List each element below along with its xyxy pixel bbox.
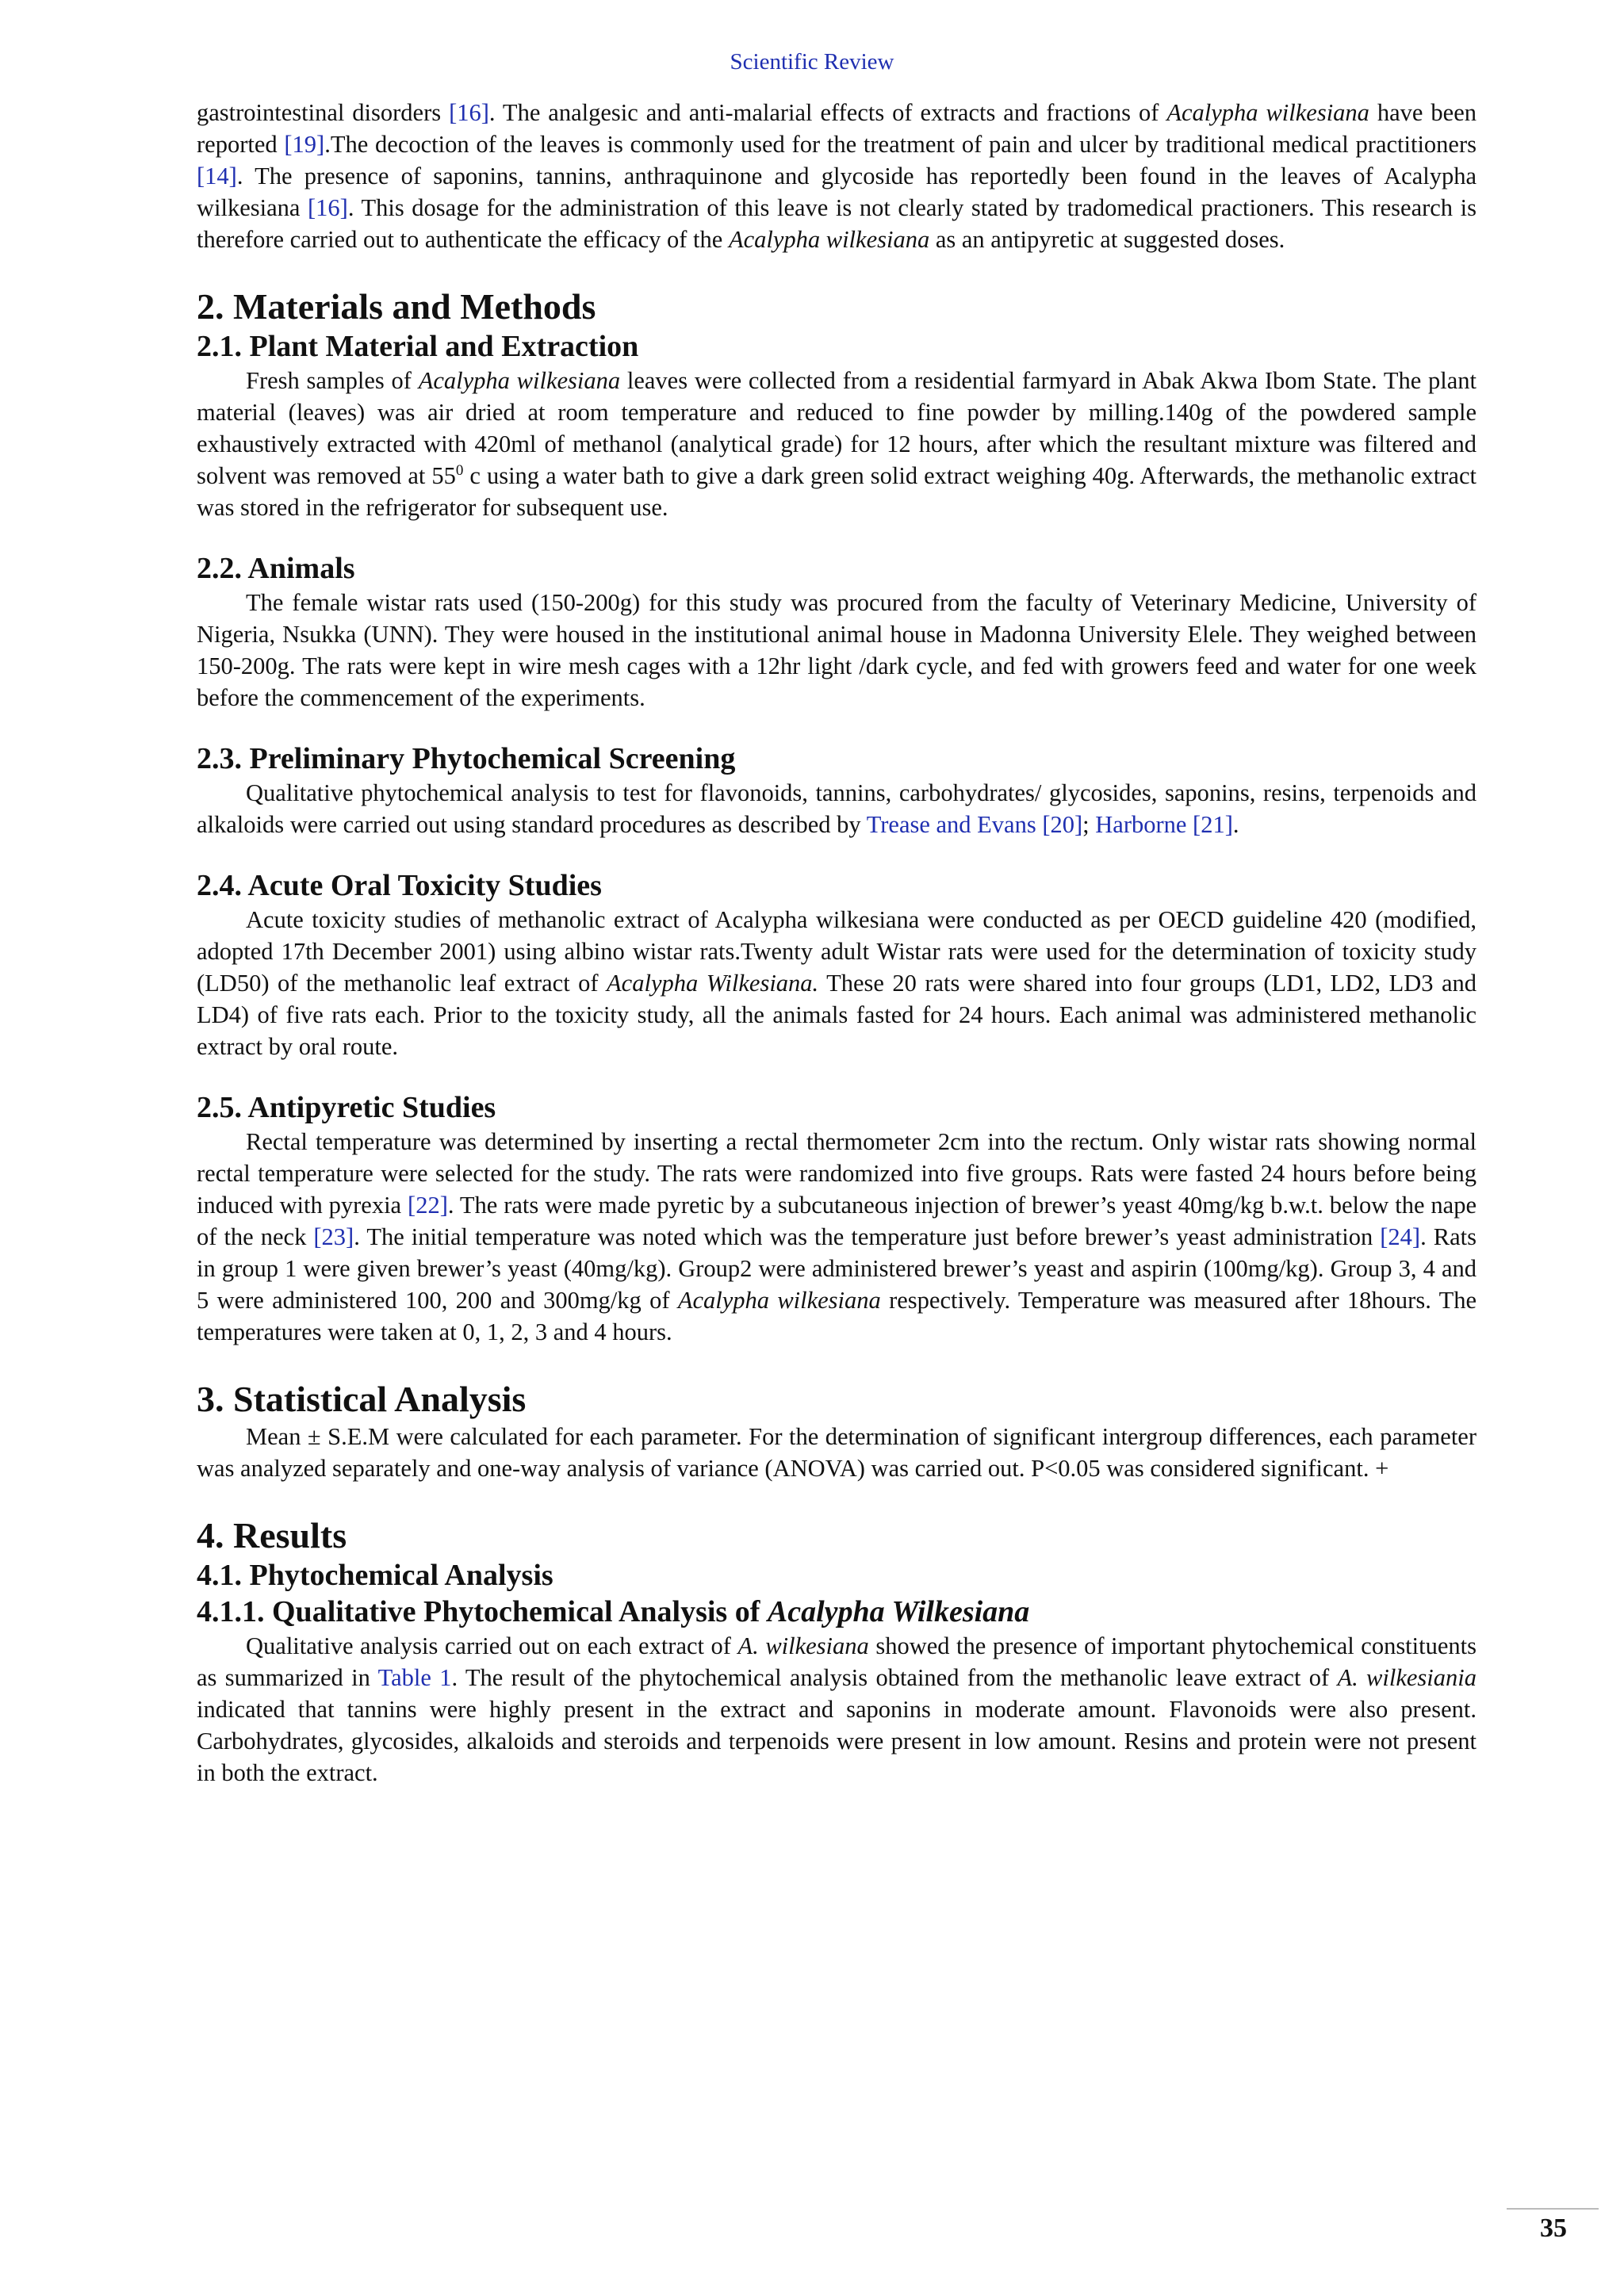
body-text: Fresh samples of [246, 367, 419, 394]
intro-text: . The presence of saponins, tannins, anthraquinone and glycoside has reportedly been found in the leaves of Acalypha wilkesiana [197, 163, 1477, 221]
body-text: Qualitative phytochemical analysis to test for flavonoids, tannins, carbohydrates/ glycosides, saponins, resins, terpenoids and alkaloids were carried out using standard procedures as described by [197, 779, 1477, 838]
degree-superscript: 0 [455, 461, 464, 479]
body-text: showed the presence of important phytochemical constituents as summarized in [197, 1632, 1477, 1691]
citation-link[interactable]: [24] [1380, 1223, 1421, 1250]
subsection-heading-acute-toxicity: 2.4. Acute Oral Toxicity Studies [197, 869, 602, 902]
citation-link[interactable]: Trease and Evans [20] [866, 811, 1083, 838]
screening-paragraph [197, 777, 1477, 840]
plant-material-paragraph [197, 365, 1477, 523]
page-body [197, 97, 1477, 1789]
body-text: ; [1082, 811, 1096, 838]
body-text: These 20 rats were shared into four groups (LD1, LD2, LD3 and LD4) of five rats each. Prior to the toxicity study, all the animals fasted for 24 hours. Each animal was administered methanolic extract by oral route. [197, 970, 1477, 1060]
body-text: leaves were collected from a residential farmyard in Abak Akwa Ibom State. The plant material (leaves) was air dried at room temperature and reduced to fine powder by milling.140g of the powdered sample exhaustively extracted with 420ml of methanol (analytical grade) for 12 hours, after which the resultant mixture was filtered and solvent was removed at 55 [197, 367, 1477, 489]
section-heading-results: 4. Results [197, 1515, 347, 1556]
intro-text: .The decoction of the leaves is commonly used for the treatment of pain and ulcer by traditional medical practitioners [324, 131, 1477, 158]
page-number: 35 [1540, 2214, 1567, 2243]
body-text: Rectal temperature was determined by inserting a rectal thermometer 2cm into the rectum. Only wistar rats showing normal rectal temperature were selected for the study. The rats were randomized into five groups. Rats were fasted 24 hours before being induced with pyrexia [197, 1128, 1477, 1219]
subsection-heading-phytochemical-screening: 2.3. Preliminary Phytochemical Screening [197, 742, 736, 775]
subsection-heading-antipyretic: 2.5. Antipyretic Studies [197, 1091, 496, 1124]
subsection-heading-animals: 2.2. Animals [197, 552, 355, 585]
citation-link[interactable]: [16] [308, 194, 348, 221]
species-name: Acalypha wilkesiana [728, 226, 930, 253]
heading-text: 4.1.1. Qualitative Phytochemical Analysis of [197, 1595, 768, 1628]
species-name: Acalypha wilkesiana [418, 367, 621, 394]
qualitative-results-paragraph [197, 1630, 1477, 1789]
toxicity-paragraph [197, 904, 1477, 1062]
species-name: A. wilkesiana [737, 1632, 869, 1659]
intro-text: . The analgesic and anti-malarial effects of extracts and fractions of [488, 99, 1167, 126]
table-reference-link[interactable]: Table 1 [377, 1664, 452, 1691]
intro-text: . This dosage for the administration of this leave is not clearly stated by tradomedical practioners. This research is therefore carried out to authenticate the efficacy of the [197, 194, 1477, 253]
journal-header: Scientific Review [730, 49, 894, 75]
intro-text: gastrointestinal disorders [197, 99, 450, 126]
subsection-heading-qualitative-analysis [197, 1594, 1477, 1630]
antipyretic-paragraph [197, 1126, 1477, 1348]
body-text: . Rats in group 1 were given brewer’s yeast (40mg/kg). Group2 were administered brewer’s yeast and aspirin (100mg/kg). Group 3, 4 and 5 were administered 100, 200 and 300mg/kg of [197, 1223, 1477, 1314]
body-text: Qualitative analysis carried out on each extract of [246, 1632, 738, 1659]
body-text: indicated that tannins were highly present in the extract and saponins in moderate amount. Flavonoids were also present. Carbohydrates, glycosides, alkaloids and steroids and terpenoids were present in low amount. Resins and protein were not present in both the extract. [197, 1696, 1477, 1786]
citation-link[interactable]: [19] [284, 131, 325, 158]
species-name: A. wilkesiania [1337, 1664, 1477, 1691]
body-text: respectively. Temperature was measured after 18hours. The temperatures were taken at 0, 1, 2, 3 and 4 hours. [197, 1287, 1477, 1345]
intro-text: as an antipyretic at suggested doses. [929, 226, 1285, 253]
species-name: Acalypha wilkesiana [677, 1287, 881, 1314]
species-name: Acalypha Wilkesiana [767, 1595, 1030, 1628]
citation-link[interactable]: [23] [313, 1223, 354, 1250]
section-heading-materials-methods: 2. Materials and Methods [197, 286, 596, 327]
citation-link[interactable]: [16] [449, 99, 489, 126]
intro-text: have been reported [197, 99, 1477, 158]
animals-paragraph: The female wistar rats used (150-200g) for this study was procured from the faculty of Veterinary Medicine, University of Nigeria, Nsukka (UNN). They were housed in the institutional animal house in Madonna University Elele. They weighed between 150-200g. The rats were kept in wire mesh cages with a 12hr light /dark cycle, and fed with growers feed and water for one week before the commencement of the experiments. [197, 589, 1477, 711]
subsection-heading-phytochemical-analysis: 4.1. Phytochemical Analysis [197, 1559, 553, 1592]
citation-link[interactable]: Harborne [21] [1095, 811, 1233, 838]
subsection-heading-plant-material: 2.1. Plant Material and Extraction [197, 330, 639, 363]
footer-divider [1507, 2208, 1599, 2210]
body-text: c using a water bath to give a dark green solid extract weighing 40g. Afterwards, the methanolic extract was stored in the refrigerator for subsequent use. [197, 462, 1477, 521]
body-text: Acute toxicity studies of methanolic extract of Acalypha wilkesiana were conducted as per OECD guideline 420 (modified, adopted 17th December 2001) using albino wistar rats.Twenty adult Wistar rats were used for the determination of toxicity study (LD50) of the methanolic leaf extract of [197, 906, 1477, 997]
body-text: . The rats were made pyretic by a subcutaneous injection of brewer’s yeast 40mg/kg b.w.t. below the nape of the neck [197, 1192, 1477, 1250]
intro-paragraph [197, 97, 1477, 255]
section-heading-statistical-analysis: 3. Statistical Analysis [197, 1379, 527, 1419]
species-name: Acalypha Wilkesiana. [607, 970, 819, 997]
body-text: . [1232, 811, 1239, 838]
statistics-paragraph: Mean ± S.E.M were calculated for each parameter. For the determination of significant intergroup differences, each parameter was analyzed separately and one-way analysis of variance (ANOVA) was carried out. P<0.05 was considered significant. + [197, 1423, 1477, 1482]
citation-link[interactable]: [14] [197, 163, 237, 189]
body-text: . The result of the phytochemical analysis obtained from the methanolic leave extract of [451, 1664, 1338, 1691]
species-name: Acalypha wilkesiana [1166, 99, 1369, 126]
citation-link[interactable]: [22] [408, 1192, 448, 1219]
body-text: . The initial temperature was noted which was the temperature just before brewer’s yeast administration [354, 1223, 1381, 1250]
